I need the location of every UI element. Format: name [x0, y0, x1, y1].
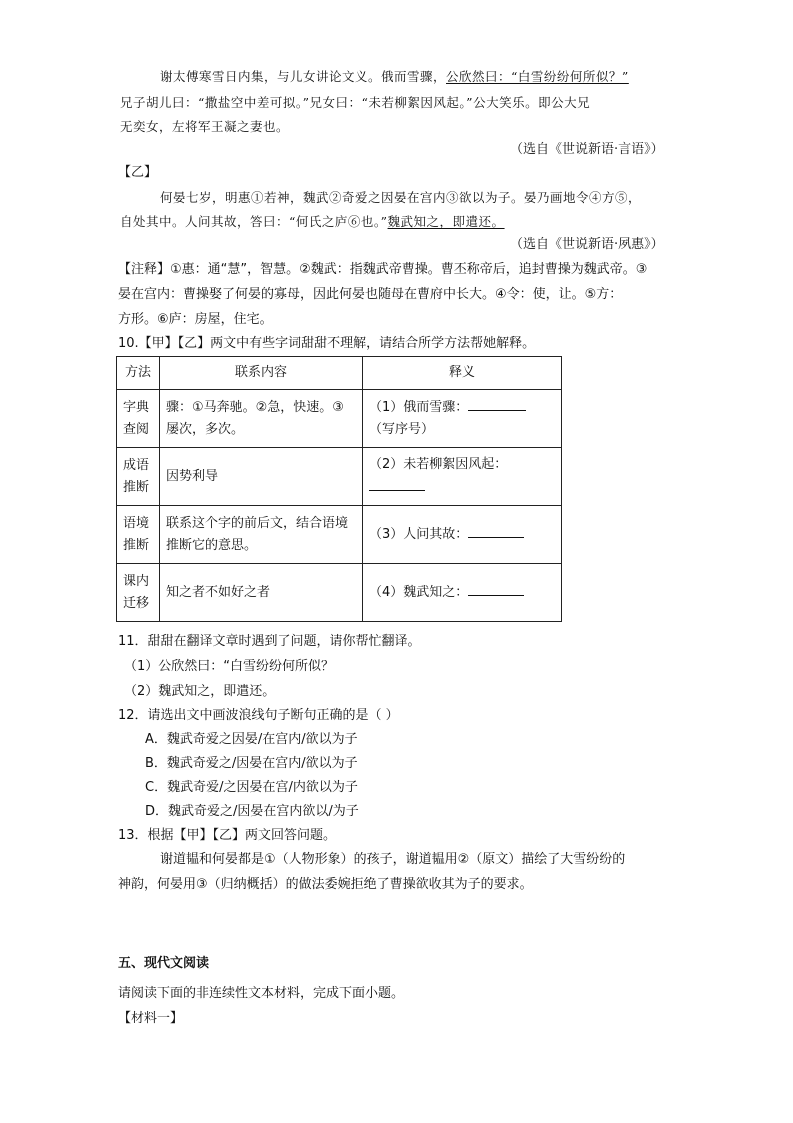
table-row	[117, 506, 562, 564]
q12-option-c[interactable]: C．魏武奇爱/之因晏在宫/内欲以为子	[145, 780, 358, 795]
jia-source: （选自《世说新语·言语》）	[510, 142, 664, 157]
notes-line-2: 晏在宫内：曹操娶了何晏的寡母，因此何晏也随母在曹府中长大。④令：使，让。⑤方：	[118, 287, 623, 302]
q12-option-b[interactable]: B．魏武奇爱之/因晏在宫内/欲以为子	[145, 756, 358, 771]
jia-line-1-text: 谢太傅寒雪日内集，与儿女讲论文义。俄而雪骤，	[160, 69, 447, 84]
answer-blank-1[interactable]	[468, 396, 526, 411]
header-method: 方法	[117, 357, 160, 390]
jia-underlined-sentence: 公欣然曰：“白雪纷纷何所似？”	[446, 69, 629, 84]
q13-line-1: 谢道韫和何晏都是①（人物形象）的孩子，谢道韫用②（原文）描绘了大雪纷纷的	[160, 852, 626, 867]
yi-source: （选自《世说新语·夙惠》）	[510, 237, 664, 252]
yi-label: 【乙】	[118, 165, 158, 180]
row-answer	[363, 564, 562, 622]
jia-line-3: 无奕女，左将军王凝之妻也。	[120, 119, 290, 134]
answer-prompt: （3）人问其故：	[369, 527, 469, 542]
section-5-material: 【材料一】	[118, 1011, 184, 1026]
table-row	[117, 564, 562, 622]
table-row	[117, 448, 562, 506]
row-content: 骤：①马奔驰。②急，快速。③屡次，多次。	[160, 390, 363, 448]
row-answer	[363, 506, 562, 564]
yi-line-2	[120, 213, 505, 231]
row-method: 字典查阅	[117, 390, 160, 448]
q11-item-2: （2）魏武知之，即遣还。	[124, 684, 276, 699]
q10-table	[116, 356, 562, 622]
notes-line-3: 方形。⑥庐：房屋，住宅。	[118, 312, 273, 327]
q10-stem: 10.【甲】【乙】两文中有些字词甜甜不理解，请结合所学方法帮她解释。	[118, 336, 536, 351]
answer-blank-2[interactable]	[369, 476, 425, 491]
section-5-intro: 请阅读下面的非连续性文本材料，完成下面小题。	[118, 986, 405, 1001]
jia-line-1	[160, 68, 629, 86]
header-answer: 释义	[363, 357, 562, 390]
row-content: 知之者不如好之者	[160, 564, 363, 622]
row-method: 课内迁移	[117, 564, 160, 622]
jia-line-2: 兄子胡儿曰：“撒盐空中差可拟。”兄女曰：“未若柳絮因风起。”公大笑乐。即公大兄	[120, 95, 591, 110]
yi-line-1-text: 何晏七岁，明惠①若神，魏武②奇爱之因晏在宫内③欲以为子。晏乃画地令④方⑤，	[160, 190, 642, 205]
row-content: 联系这个字的前后文，结合语境推断它的意思。	[160, 506, 363, 564]
answer-prompt: （4）魏武知之：	[369, 585, 469, 600]
row-answer	[363, 390, 562, 448]
q12-option-a[interactable]: A．魏武奇爱之因晏/在宫内/欲以为子	[145, 732, 358, 747]
table-row	[117, 390, 562, 448]
row-content: 因势利导	[160, 448, 363, 506]
header-content: 联系内容	[160, 357, 363, 390]
row-answer	[363, 448, 562, 506]
row-method: 语境推断	[117, 506, 160, 564]
row-method: 成语推断	[117, 448, 160, 506]
notes-line-1: 【注释】①惠：通“慧”，智慧。②魏武：指魏武帝曹操。曹丕称帝后，追封曹操为魏武帝。③	[118, 262, 648, 277]
yi-line-1	[160, 189, 641, 207]
section-5-title: 五、现代文阅读	[118, 956, 210, 971]
answer-blank-3[interactable]	[468, 523, 524, 538]
answer-prompt: （2）未若柳絮因风起：	[369, 457, 508, 472]
yi-underlined-sentence: 魏武知之，即遣还。	[387, 214, 505, 229]
q11-item-1: （1）公欣然曰：“白雪纷纷何所似？	[124, 659, 335, 674]
answer-blank-4[interactable]	[468, 581, 524, 596]
answer-prompt: （1）俄而雪骤：	[369, 400, 469, 415]
q12-stem: 12．请选出文中画波浪线句子断句正确的是（ ）	[118, 708, 399, 723]
yi-line-2-text: 自处其中。人问其故，答曰：“何氏之庐⑥也。”	[120, 214, 388, 229]
q13-stem: 13．根据【甲】【乙】两文回答问题。	[118, 828, 337, 843]
q13-line-2: 神韵，何晏用③（归纳概括）的做法委婉拒绝了曹操欲收其为子的要求。	[118, 877, 533, 892]
answer-note: （写序号）	[369, 422, 435, 437]
q10-table-header	[117, 357, 562, 390]
q12-option-d[interactable]: D．魏武奇爱之/因晏在宫内欲以/为子	[145, 804, 359, 819]
q11-stem: 11．甜甜在翻译文章时遇到了问题，请你帮忙翻译。	[118, 634, 421, 649]
